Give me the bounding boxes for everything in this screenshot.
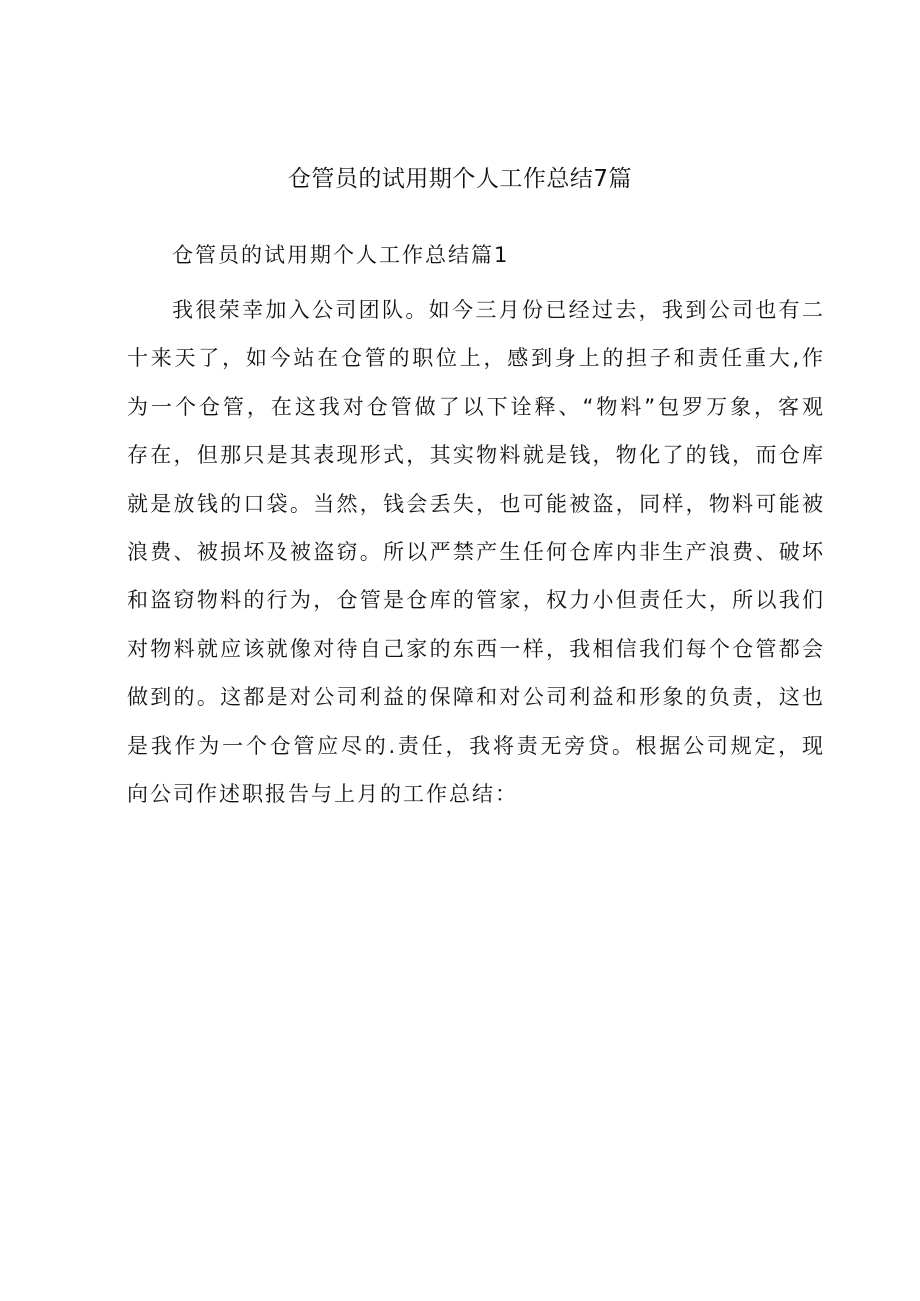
section-heading: 仓管员的试用期个人工作总结篇1 xyxy=(172,243,510,267)
paragraph-line: 和盗窃物料的行为，仓管是仓库的管家，权力小但责任大，所以我们 xyxy=(127,588,823,613)
paragraph-line: 就是放钱的口袋。当然，钱会丢失，也可能被盗，同样，物料可能被 xyxy=(127,491,823,516)
document-title: 仓管员的试用期个人工作总结7篇 xyxy=(287,166,633,192)
paragraph-line: 对物料就应该就像对待自己家的东西一样，我相信我们每个仓管都会 xyxy=(127,636,823,661)
paragraph-line: 为一个仓管，在这我对仓管做了以下诠释、“物料”包罗万象，客观 xyxy=(127,394,823,419)
paragraph-line: 十来天了，如今站在仓管的职位上，感到身上的担子和责任重大,作 xyxy=(127,346,823,371)
paragraph-line: 存在，但那只是其表现形式，其实物料就是钱，物化了的钱，而仓库 xyxy=(127,443,823,468)
body-paragraph xyxy=(127,286,823,818)
paragraph-line: 做到的。这都是对公司利益的保障和对公司利益和形象的负责，这也 xyxy=(127,685,823,710)
paragraph-line: 向公司作述职报告与上月的工作总结： xyxy=(127,781,518,806)
paragraph-line: 我很荣幸加入公司团队。如今三月份已经过去，我到公司也有二 xyxy=(172,298,823,322)
paragraph-line: 浪费、被损坏及被盗窃。所以严禁产生任何仓库内非生产浪费、破坏 xyxy=(127,539,823,564)
paragraph-line: 是我作为一个仓管应尽的.责任，我将责无旁贷。根据公司规定，现 xyxy=(127,733,823,758)
